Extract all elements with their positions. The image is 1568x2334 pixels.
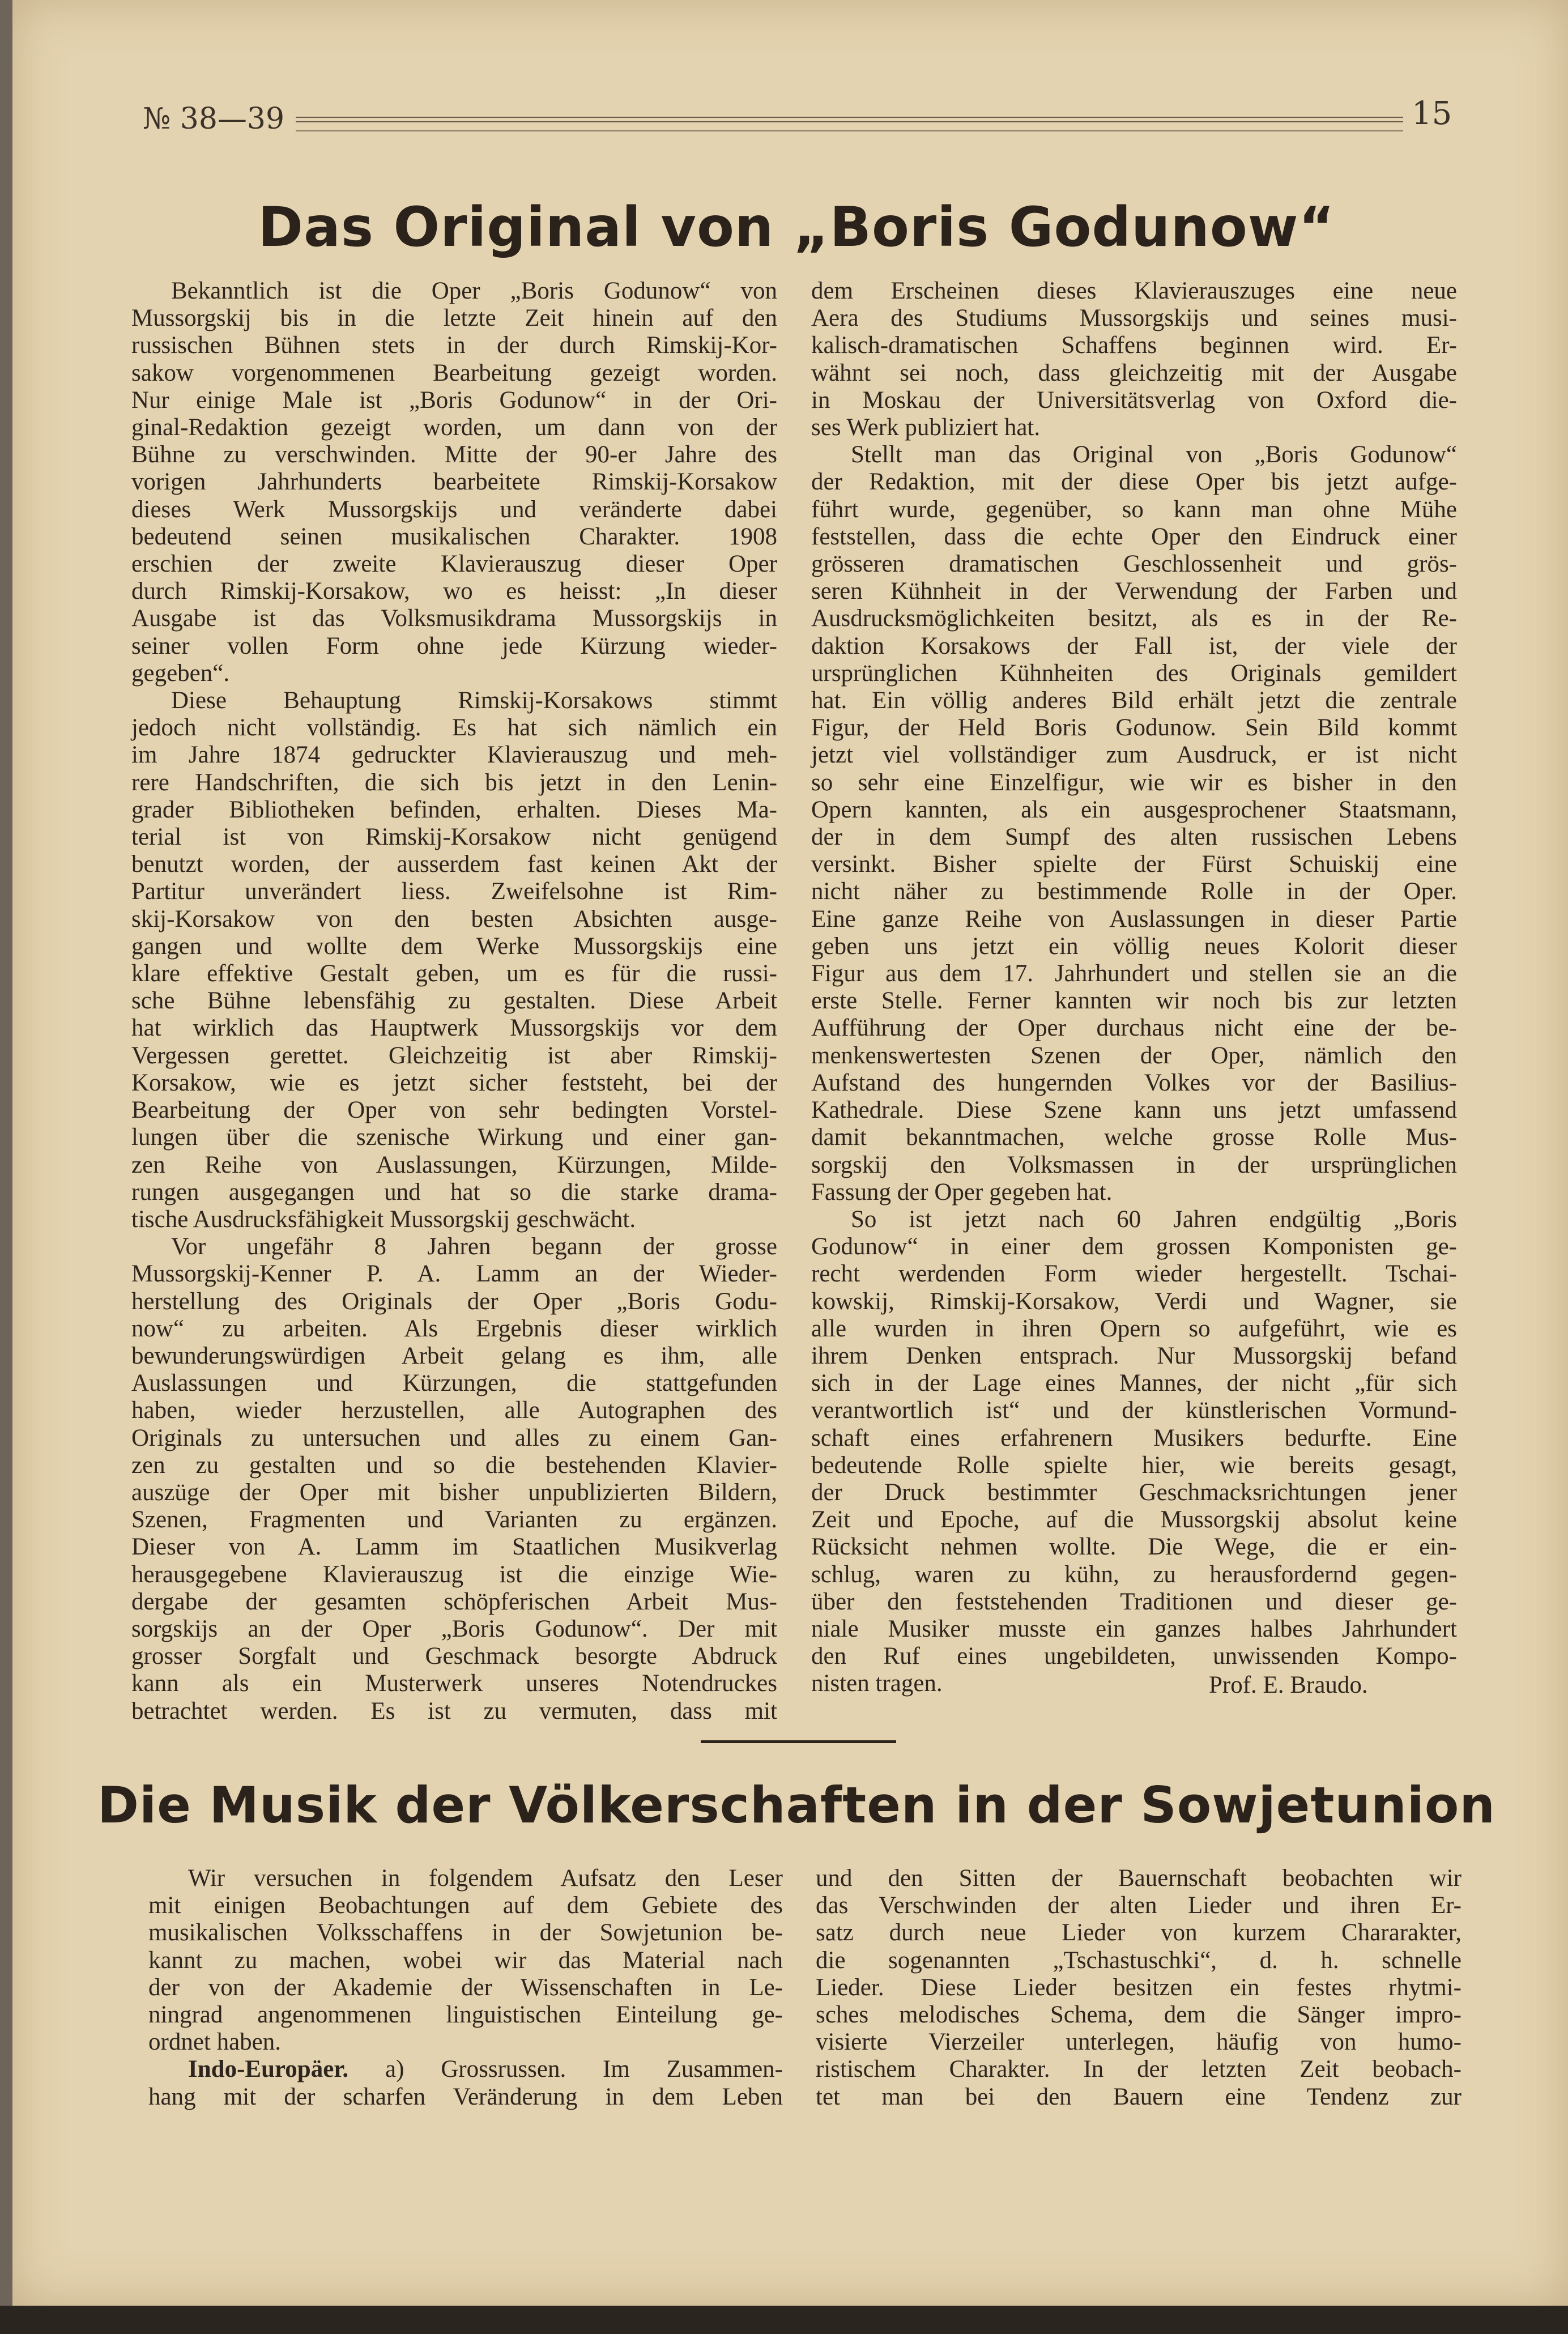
article1-left-column (131, 278, 777, 1725)
text-line: rungen ausgegangen und hat so die starke drama- (131, 1178, 777, 1206)
page-number: 15 (1412, 95, 1452, 132)
text-line: vorigen Jahrhunderts bearbeitete Rimskij-Korsakow (131, 468, 777, 496)
text-line: Wir versuchen in folgendem Aufsatz den Leser (188, 1865, 783, 1892)
text-line: ginal-Redaktion gezeigt worden, um dann von der (131, 414, 777, 441)
article2-title: Die Musik der Völkerschaften in der Sowjetunion (97, 1776, 1495, 1834)
text-fragment: a) Grossrussen. Im Zusammen- (348, 2056, 783, 2083)
text-line: gangen und wollte dem Werke Mussorgskijs eine (131, 932, 777, 960)
text-line: kannt zu machen, wobei wir das Material nach (148, 1947, 783, 1974)
text-line: so sehr eine Einzelfigur, wie wir es bisher in den (811, 769, 1457, 796)
text-line: Opern kannten, als ein ausgesprochener Staatsmann, (811, 796, 1457, 823)
text-line: Figur aus dem 17. Jahrhundert und stellen sie an die (811, 960, 1457, 987)
text-line: klare effektive Gestalt geben, um es für die russi- (131, 960, 777, 987)
text-line: führt wurde, gegenüber, so kann man ohne Mühe (811, 496, 1457, 523)
text-line: mit einigen Beobachtungen auf dem Gebiete des (148, 1892, 783, 1919)
text-line: Ausgabe ist das Volksmusikdrama Mussorgskijs in (131, 605, 777, 632)
text-line: terial ist von Rimskij-Korsakow nicht genügend (131, 824, 777, 851)
text-line: ihrem Denken entsprach. Nur Mussorgskij befand (811, 1342, 1457, 1369)
text-line: das Verschwinden der alten Lieder und ihren Er- (816, 1892, 1462, 1919)
text-line: auszüge der Oper mit bisher unpublizierten Bildern, (131, 1479, 777, 1506)
text-line: musikalischen Volksschaffens in der Sowjetunion be- (148, 1919, 783, 1947)
text-line: den Ruf eines ungebildeten, unwissenden Kompo- (811, 1643, 1457, 1670)
text-line: now“ zu arbeiten. Als Ergebnis dieser wirklich (131, 1315, 777, 1342)
text-line: sche Bühne lebensfähig zu gestalten. Diese Arbeit (131, 987, 777, 1015)
header-rule-thin (296, 130, 1403, 131)
text-line: Aera des Studiums Mussorgskijs und seines musi- (811, 305, 1457, 332)
text-line: grader Bibliotheken befinden, erhalten. Dieses Ma- (131, 796, 777, 823)
text-line: Zeit und Epoche, auf die Mussorgskij absolut keine (811, 1506, 1457, 1534)
article1-author: Prof. E. Braudo. (1209, 1672, 1368, 1698)
text-line: visierte Vierzeiler unterlegen, häufig von humo- (816, 2029, 1462, 2056)
text-line: kowskij, Rimskij-Korsakow, Verdi und Wagner, sie (811, 1288, 1457, 1315)
text-line: Godunow“ in einer dem grossen Komponisten ge- (811, 1233, 1457, 1260)
text-line: alle wurden in ihren Opern so aufgeführt, wie es (811, 1315, 1457, 1342)
text-line: sorgskij den Volksmassen in der ursprünglichen (811, 1151, 1457, 1178)
text-line: Mussorgskij bis in die letzte Zeit hinein auf den (131, 305, 777, 332)
text-line: Bearbeitung der Oper von sehr bedingten Vorstel- (131, 1097, 777, 1124)
text-line: hat. Ein völlig anderes Bild erhält jetzt die zentrale (811, 687, 1457, 714)
text-line: sakow vorgenommenen Bearbeitung gezeigt worden. (131, 359, 777, 386)
text-line (148, 2056, 783, 2083)
text-line: erschien der zweite Klavierauszug dieser Oper (131, 551, 777, 578)
text-line: satz durch neue Lieder von kurzem Chararakter, (816, 1919, 1462, 1947)
text-line: Originals zu untersuchen und alles zu einem Gan- (131, 1424, 777, 1451)
text-line: Fassung der Oper gegeben hat. (811, 1178, 1113, 1206)
text-line: Dieser von A. Lamm im Staatlichen Musikverlag (131, 1534, 777, 1561)
text-line: Aufstand des hungernden Volkes vor der Basilius- (811, 1069, 1457, 1096)
text-line: ningrad angenommenen linguistischen Einteilung ge- (148, 2001, 783, 2029)
text-line: Aufführung der Oper durchaus nicht eine der be- (811, 1015, 1457, 1042)
text-line: der Druck bestimmter Geschmacksrichtungen jener (811, 1479, 1457, 1506)
text-line: grosser Sorgfalt und Geschmack besorgte Abdruck (131, 1643, 777, 1670)
text-line: durch Rimskij-Korsakow, wo es heisst: „In dieser (131, 578, 777, 605)
text-line: herstellung des Originals der Oper „Boris Godu- (131, 1288, 777, 1315)
issue-number: № 38—39 (143, 102, 285, 136)
article1-right-column (811, 278, 1457, 1698)
text-line: Bekanntlich ist die Oper „Boris Godunow“ von (171, 278, 777, 304)
text-line: benutzt worden, der ausserdem fast keinen Akt der (131, 851, 777, 878)
text-line: zen Reihe von Auslassungen, Kürzungen, Milde- (131, 1151, 777, 1178)
text-line: niale Musiker musste ein ganzes halbes Jahrhundert (811, 1615, 1457, 1642)
text-line: hang mit der scharfen Veränderung in dem Leben (148, 2083, 783, 2110)
text-line: Ausdrucksmöglichkeiten besitzt, als es in der Re- (811, 605, 1457, 632)
text-line: nisten tragen. (811, 1670, 943, 1697)
text-line: tische Ausdrucksfähigkeit Mussorgskij geschwächt. (131, 1206, 636, 1233)
text-line: damit bekanntmachen, welche grosse Rolle Mus- (811, 1124, 1457, 1151)
text-line: dem Erscheinen dieses Klavierauszuges eine neue (811, 278, 1457, 304)
text-line: Vergessen gerettet. Gleichzeitig ist aber Rimskij- (131, 1042, 777, 1069)
text-line: grösseren dramatischen Geschlossenheit und grös- (811, 551, 1457, 578)
text-line: nicht näher zu bestimmende Rolle in der Oper. (811, 878, 1457, 905)
text-line: zen zu gestalten und so die bestehenden Klavier- (131, 1451, 777, 1479)
text-line: Mussorgskij-Kenner P. A. Lamm an der Wieder- (131, 1260, 777, 1288)
text-line: skij-Korsakow von den besten Absichten ausge- (131, 905, 777, 932)
text-line: feststellen, dass die echte Oper den Eindruck einer (811, 523, 1457, 550)
text-line: dergabe der gesamten schöpferischen Arbeit Mus- (131, 1588, 777, 1615)
text-line: Diese Behauptung Rimskij-Korsakows stimmt (171, 687, 777, 714)
text-line: recht werdenden Form wieder hergestellt. Tschai- (811, 1260, 1457, 1288)
text-line: der Redaktion, mit der diese Oper bis jetzt aufge- (811, 468, 1457, 496)
text-line: schaft eines erfahrenern Musikers bedurfte. Eine (811, 1424, 1457, 1451)
section-label: Indo-Europäer. (188, 2056, 349, 2083)
scan-bottom-edge (0, 2306, 1568, 2334)
text-line: daktion Korsakows der Fall ist, der viele der (811, 632, 1457, 659)
text-line: betrachtet werden. Es ist zu vermuten, dass mit (131, 1697, 777, 1724)
text-line: geben uns jetzt ein völlig neues Kolorit dieser (811, 932, 1457, 960)
article2-right-column (816, 1865, 1462, 2111)
text-line: wähnt sei noch, dass gleichzeitig mit der Ausgabe (811, 359, 1457, 386)
text-line: die sogenannten „Tschastuschki“, d. h. schnelle (816, 1947, 1462, 1974)
text-line: ses Werk publiziert hat. (811, 414, 1041, 441)
text-line: Nur einige Male ist „Boris Godunow“ in der Ori- (131, 386, 777, 414)
text-line: menkenswertesten Szenen der Oper, nämlich den (811, 1042, 1457, 1069)
text-line: tet man bei den Bauern eine Tendenz zur (816, 2083, 1462, 2110)
text-line: Partitur unverändert liess. Zweifelsohne ist Rim- (131, 878, 777, 905)
text-line: ursprünglichen Kühnheiten des Originals gemildert (811, 659, 1457, 687)
text-line: bedeutende Rolle spielte hier, wie bereits gesagt, (811, 1451, 1457, 1479)
text-line: bedeutend seinen musikalischen Charakter. 1908 (131, 523, 777, 550)
text-line: Szenen, Fragmenten und Varianten zu ergänzen. (131, 1506, 777, 1534)
text-line: rere Handschriften, die sich bis jetzt in den Lenin- (131, 769, 777, 796)
text-line: Kathedrale. Diese Szene kann uns jetzt umfassend (811, 1097, 1457, 1124)
text-line: ordnet haben. (148, 2029, 282, 2056)
text-line: jetzt viel vollständiger zum Ausdruck, er ist nicht (811, 742, 1457, 769)
text-line: herausgegebene Klavierauszug ist die einzige Wie- (131, 1561, 777, 1588)
text-line: Lieder. Diese Lieder besitzen ein festes rhytmi- (816, 1974, 1462, 2001)
text-line: dieses Werk Mussorgskijs und veränderte dabei (131, 496, 777, 523)
text-line: kann als ein Musterwerk unseres Notendruckes (131, 1670, 777, 1697)
text-line: schlug, waren zu kühn, zu herausfordernd gegen- (811, 1561, 1457, 1588)
text-line: russischen Bühnen stets in der durch Rimskij-Kor- (131, 332, 777, 359)
text-line: erste Stelle. Ferner kannten wir noch bis zur letzten (811, 987, 1457, 1015)
text-line: bewunderungswürdigen Arbeit gelang es ihm, alle (131, 1342, 777, 1369)
text-line: Eine ganze Reihe von Auslassungen in dieser Partie (811, 905, 1457, 932)
text-line: Bühne zu verschwinden. Mitte der 90-er Jahre des (131, 441, 777, 468)
text-line: im Jahre 1874 gedruckter Klavierauszug und meh- (131, 742, 777, 769)
text-line: verantwortlich ist“ und der künstlerischen Vormund- (811, 1397, 1457, 1424)
text-line: seren Kühnheit in der Verwendung der Farben und (811, 578, 1457, 605)
text-line: sich in der Lage eines Mannes, der nicht „für sich (811, 1370, 1457, 1397)
text-line: Rücksicht nehmen wollte. Die Wege, die er ein- (811, 1534, 1457, 1561)
text-line: lungen über die szenische Wirkung und einer gan- (131, 1124, 777, 1151)
text-line: Korsakow, wie es jetzt sicher feststeht, bei der (131, 1069, 777, 1096)
text-line: gegeben“. (131, 659, 230, 687)
text-line: sches melodisches Schema, dem die Sänger impro- (816, 2001, 1462, 2029)
text-line: über den feststehenden Traditionen und dieser ge- (811, 1588, 1457, 1615)
text-line: der in dem Sumpf des alten russischen Lebens (811, 824, 1457, 851)
text-line: Vor ungefähr 8 Jahren begann der grosse (171, 1233, 777, 1260)
text-line: versinkt. Bisher spielte der Fürst Schuiskij eine (811, 851, 1457, 878)
text-line: der von der Akademie der Wissenschaften in Le- (148, 1974, 783, 2001)
text-line: Stellt man das Original von „Boris Godunow“ (851, 441, 1457, 468)
newspaper-page (12, 0, 1568, 2306)
text-line: seiner vollen Form ohne jede Kürzung wieder- (131, 632, 777, 659)
text-line: und den Sitten der Bauernschaft beobachten wir (816, 1865, 1462, 1892)
text-line: jedoch nicht vollständig. Es hat sich nämlich ein (131, 714, 777, 742)
article-separator (701, 1740, 896, 1743)
header-rule (296, 117, 1403, 122)
text-line: kalisch-dramatischen Schaffens beginnen wird. Er- (811, 332, 1457, 359)
text-line: sorgskijs an der Oper „Boris Godunow“. Der mit (131, 1615, 777, 1642)
text-line: ristischem Charakter. In der letzten Zeit beobach- (816, 2056, 1462, 2083)
text-line: haben, wieder herzustellen, alle Autographen des (131, 1397, 777, 1424)
text-line: So ist jetzt nach 60 Jahren endgültig „Boris (851, 1206, 1457, 1233)
article2-left-column (148, 1865, 783, 2111)
text-line: Auslassungen und Kürzungen, die stattgefunden (131, 1370, 777, 1397)
text-line: Figur, der Held Boris Godunow. Sein Bild kommt (811, 714, 1457, 742)
article1-title: Das Original von „Boris Godunow“ (258, 195, 1335, 259)
text-line: in Moskau der Universitätsverlag von Oxford die- (811, 386, 1457, 414)
text-line: hat wirklich das Hauptwerk Mussorgskijs vor dem (131, 1015, 777, 1042)
